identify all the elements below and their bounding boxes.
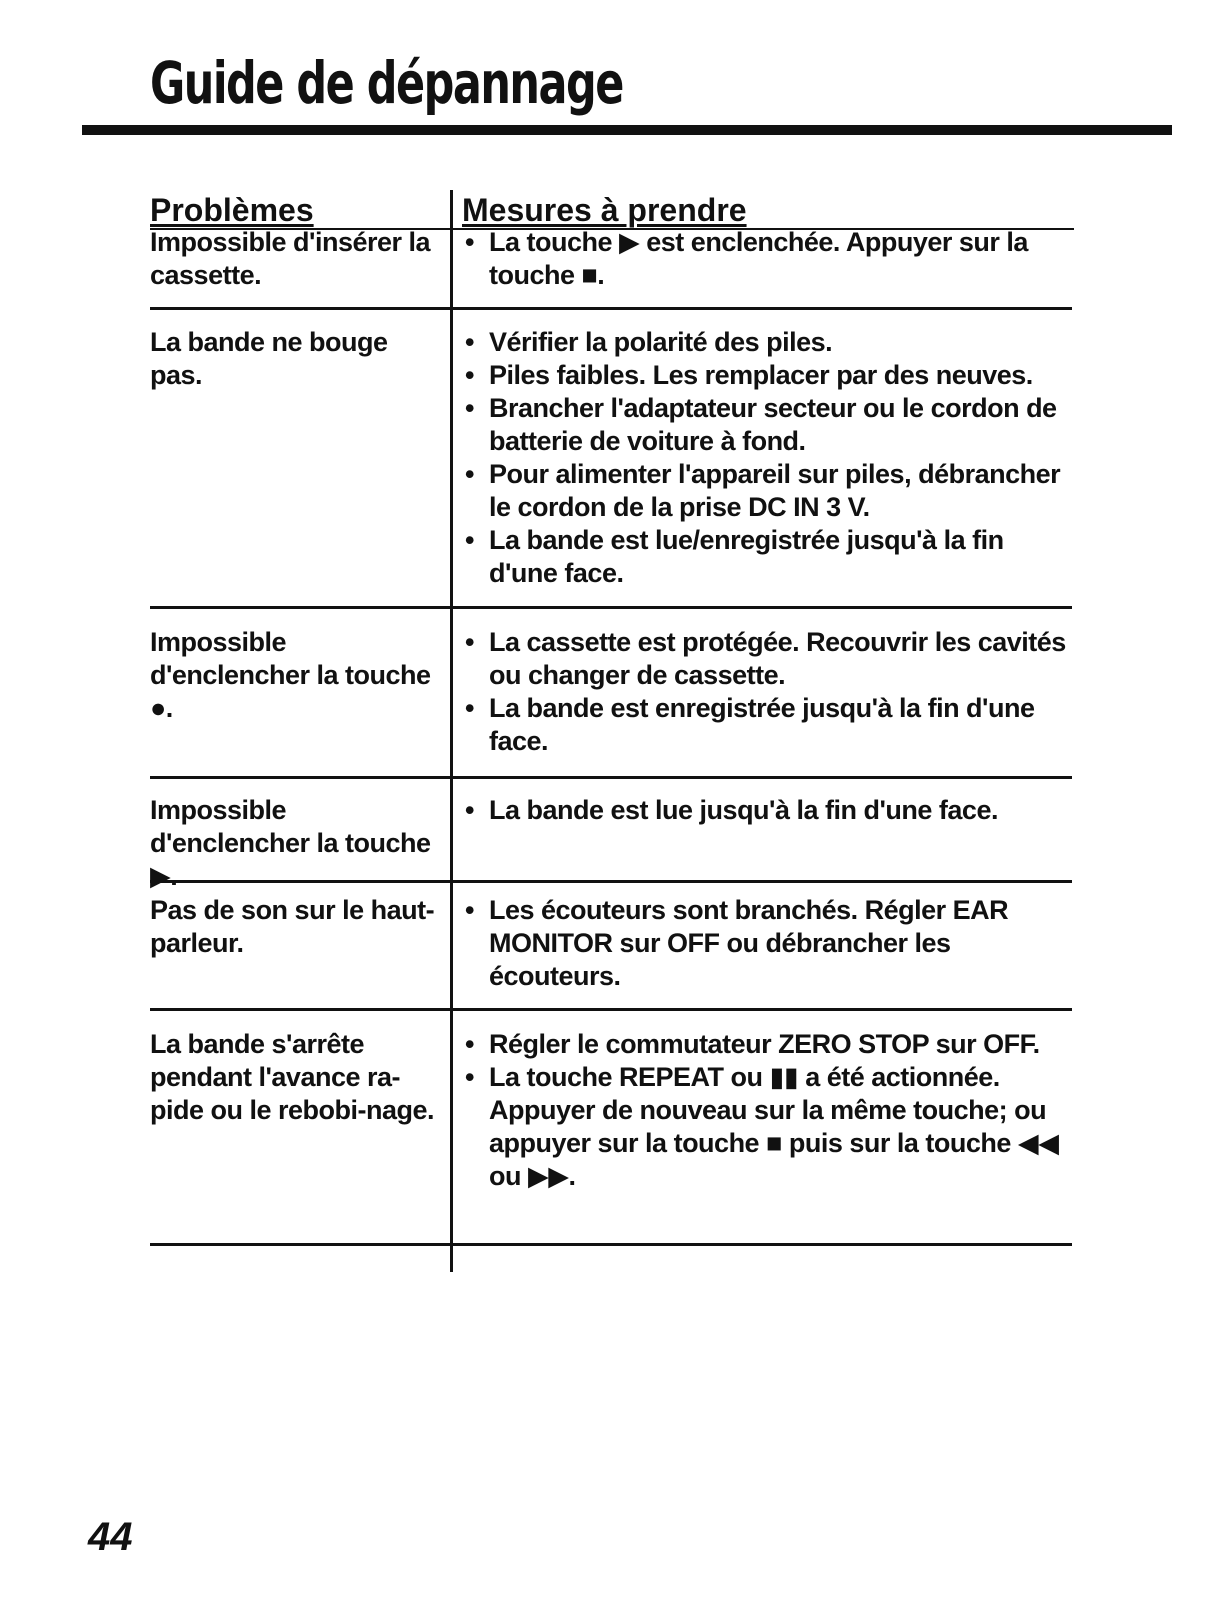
measures-cell <box>465 226 1075 292</box>
problem-cell: Impossible d'enclencher la touche ●. <box>150 627 431 723</box>
title-rule <box>82 125 1172 135</box>
measures-cell <box>465 1028 1075 1193</box>
row-divider <box>150 1008 1072 1011</box>
measure-item: • Régler le commutateur ZERO STOP sur OFF. <box>465 1028 1075 1061</box>
measure-item: • Vérifier la polarité des piles. <box>465 326 1075 359</box>
problem-cell: Impossible d'enclencher la touche ▶. <box>150 795 431 891</box>
measure-item: • Brancher l'adaptateur secteur ou le cordon de batterie de voiture à fond. <box>465 392 1075 458</box>
page-number: 44 <box>88 1515 133 1559</box>
measures-cell <box>465 894 1075 993</box>
row-divider <box>150 776 1072 779</box>
problem-cell: La bande ne bouge pas. <box>150 327 388 390</box>
problem-cell: Pas de son sur le haut-parleur. <box>150 895 435 958</box>
problem-cell: La bande s'arrête pendant l'avance ra-pide ou le rebobi-nage. <box>150 1029 435 1125</box>
measures-cell <box>465 626 1075 758</box>
header-measures: Mesures à prendre <box>462 192 747 228</box>
measure-item: • La touche ▶ est enclenchée. Appuyer sur la touche ■. <box>465 226 1075 292</box>
measure-item: • La bande est lue jusqu'à la fin d'une face. <box>465 794 1075 827</box>
measures-cell <box>465 326 1075 590</box>
measure-item: • La touche REPEAT ou ▮▮ a été actionnée. Appuyer de nouveau sur la même touche; ou appuyer sur la touche ■ puis sur la touche ◀◀ ou ▶▶. <box>465 1061 1075 1193</box>
measure-item: • La bande est lue/enregistrée jusqu'à la fin d'une face. <box>465 524 1075 590</box>
row-divider <box>150 606 1072 609</box>
measure-item: • Pour alimenter l'appareil sur piles, débrancher le cordon de la prise DC IN 3 V. <box>465 458 1075 524</box>
measure-item: • Les écouteurs sont branchés. Régler EAR MONITOR sur OFF ou débrancher les écouteurs. <box>465 894 1075 993</box>
page-title: Guide de dépannage <box>150 49 623 117</box>
measures-cell <box>465 794 1075 827</box>
row-divider <box>150 307 1072 310</box>
measure-item: • La cassette est protégée. Recouvrir les cavités ou changer de cassette. <box>465 626 1075 692</box>
measure-item: • Piles faibles. Les remplacer par des neuves. <box>465 359 1075 392</box>
problem-cell: Impossible d'insérer la cassette. <box>150 227 431 290</box>
header-problems: Problèmes <box>150 192 314 228</box>
row-divider <box>150 1243 1072 1246</box>
column-divider <box>450 190 453 1272</box>
measure-item: • La bande est enregistrée jusqu'à la fin d'une face. <box>465 692 1075 758</box>
